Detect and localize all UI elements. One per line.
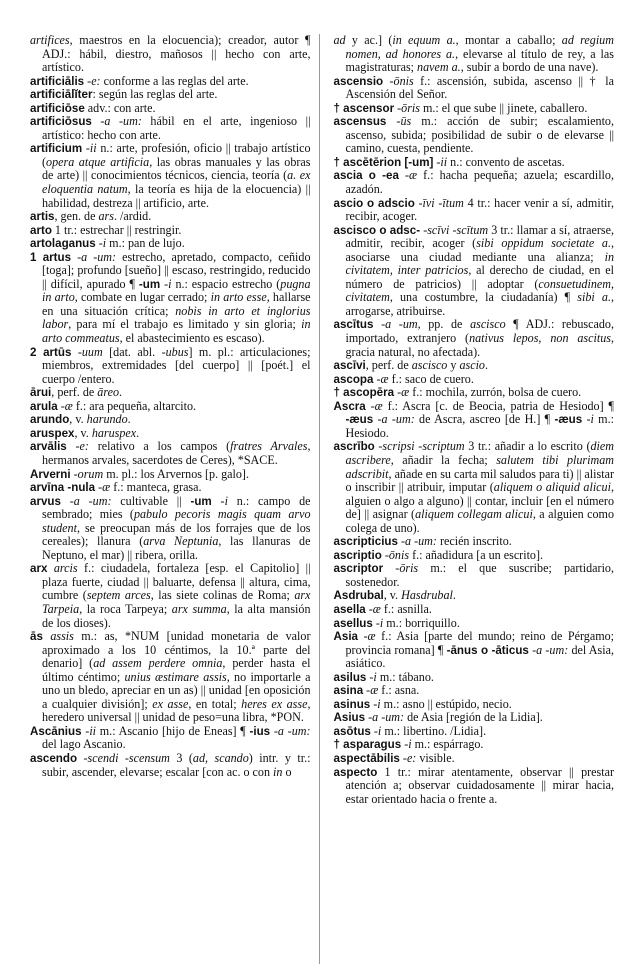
italic-text: -ii — [81, 723, 97, 738]
dictionary-entry — [30, 386, 311, 400]
headword: ascensio — [333, 74, 384, 88]
headword: asilus — [333, 670, 367, 684]
definition-text: visible. — [416, 750, 455, 765]
italic-text: -e: — [84, 73, 101, 88]
dictionary-entry — [30, 102, 311, 116]
definition-text: ] m. pl.: articulaciones; miembros, extremidades [del cuerpo] || [poét.] el cuerpo /entero. — [42, 344, 311, 386]
definition-text: de Asia [región de la Lidia]. — [404, 710, 543, 725]
dictionary-entry — [30, 562, 311, 630]
italic-text: ad regium nomen, ad honores a. — [345, 34, 614, 61]
definition-text: m.: Ascanio [hijo de Eneas] ¶ — [96, 723, 250, 738]
dictionary-entry — [334, 440, 615, 535]
italic-text: arx Tarpeia — [42, 588, 311, 616]
definition-text: 4 tr.: hacer venir a sí, admitir, recibir, acoger. — [345, 195, 614, 224]
italic-text: consuetudinem, civitatem — [345, 276, 614, 305]
dictionary-entry — [30, 725, 311, 752]
italic-text: āreo — [97, 385, 120, 400]
definition-text: , v. — [69, 412, 87, 427]
dictionary-entry — [30, 481, 311, 495]
definition-text: . — [119, 385, 123, 400]
italic-text: ars — [98, 209, 114, 224]
definition-text: . /ardid. — [113, 209, 152, 224]
definition-text: , alguien o algo a alguno) || contar, incluir [en el número de] || asignar ( — [345, 480, 614, 522]
italic-text: in civitatem, inter patricios — [345, 249, 614, 278]
italic-text: sibi oppidum societate a. — [476, 236, 611, 251]
definition-text: , las obras manuales y las obras de arte) || conocimientos técnicos, ciencia, teoría ( — [42, 154, 311, 183]
definition-text: , subir a bordo de una nave). — [460, 60, 599, 75]
italic-text: -scripsi -scriptum — [374, 439, 465, 454]
italic-text: salutem tibi plurimam adscribit — [345, 452, 614, 481]
headword: arx — [30, 562, 48, 576]
italic-text: in equum a. — [392, 34, 456, 47]
headword: arundo — [30, 413, 70, 427]
definition-text: , el abastecimiento es escaso). — [119, 331, 265, 346]
italic-text: -æ — [363, 683, 379, 698]
italic-text: -e: — [66, 439, 89, 454]
definition-text: relativo a los campos ( — [88, 439, 231, 454]
italic-text: in arto esse — [210, 290, 267, 305]
headword: asella — [333, 602, 366, 616]
headword: 1 artus — [30, 250, 72, 264]
headword: artificiōsus — [30, 115, 92, 129]
headword: arula — [30, 399, 58, 413]
dictionary-entry — [334, 102, 615, 116]
italic-text: harundo — [86, 412, 128, 427]
dictionary-entry — [334, 535, 615, 549]
italic-text: in — [273, 764, 283, 779]
italic-text: arcis — [47, 561, 78, 576]
definition-text: recién inscrito. — [436, 534, 512, 549]
italic-text: -a -um: — [270, 723, 311, 738]
italic-text: Hasdrubal — [401, 588, 453, 603]
definition-text: conforme a las reglas del arte. — [100, 73, 249, 88]
headword: aruspex — [30, 426, 75, 440]
definition-text: estrecho, apretado, compacto, ceñido [toga]; profundo [sueño] || escaso, restringido, reducido || difícil, apurado ¶ — [42, 249, 311, 291]
dictionary-entry — [334, 752, 615, 766]
right-column — [328, 34, 615, 964]
italic-text: navem a. — [417, 60, 461, 75]
headword: ascripticius — [333, 535, 398, 549]
italic-text: -i — [211, 493, 228, 508]
definition-text: de Ascra, ascreo [de H.] ¶ — [414, 412, 555, 427]
headword: ascriptor — [333, 562, 384, 576]
italic-text: -scīvi -scītum — [420, 222, 489, 237]
dictionary-entry — [334, 617, 615, 631]
dictionary-entry — [334, 156, 615, 170]
definition-text: , las llanuras de Neptuno, el mar) || ribera, orilla. — [42, 534, 311, 562]
headword: -ius — [249, 724, 271, 738]
italic-text: -ii — [82, 141, 97, 156]
dictionary-entry — [30, 468, 311, 482]
italic-text: -i — [370, 696, 381, 711]
dictionary-entry — [30, 34, 311, 75]
headword: ascisco o adsc- — [333, 223, 421, 237]
dictionary-entry — [334, 224, 615, 319]
dictionary-entry — [30, 346, 311, 387]
italic-text: -ii — [433, 154, 448, 169]
italic-text: sibi a. — [577, 290, 611, 305]
definition-text: , arrogarse, atribuirse. — [345, 290, 614, 318]
italic-text: ad assem perdere omnia — [93, 656, 223, 671]
definition-text: , la teoría es hija de la elocuencia) || habilidad, destreza || artificio, arte. — [42, 182, 311, 210]
italic-text: assis — [42, 629, 74, 644]
dictionary-entry — [334, 684, 615, 698]
dictionary-entry — [30, 413, 311, 427]
italic-text: a. ex eloquentia natum — [42, 168, 311, 197]
definition-text: 1 tr.: mirar atentamente, observar || prestar atención a; observar cuidadosamente || mirar hacia, estar orientado hacia o frente a. — [345, 764, 614, 806]
italic-text: opera atque artificia — [46, 154, 150, 169]
definition-text: ) intr. y tr.: subir, ascender, elevarse; escalar [con ac. o con — [42, 750, 311, 779]
dictionary-entry — [334, 698, 615, 712]
italic-text: -i — [370, 723, 382, 738]
italic-text: -ōris — [383, 561, 419, 576]
headword: ascendo — [30, 751, 78, 765]
headword: Arverni — [30, 467, 71, 481]
definition-text: y ac.] ( — [345, 34, 393, 47]
definition-text: n.: convento de ascetas. — [447, 154, 565, 169]
definition-text: n.: espacio estrecho ( — [171, 276, 281, 291]
headword: asōtus — [333, 724, 371, 738]
italic-text: -e: — [399, 750, 417, 765]
left-column — [30, 34, 320, 964]
headword: † ascopēra — [333, 386, 395, 400]
definition-text: f.: Ascra [c. de Beocia, patria de Hesiodo] ¶ — [382, 398, 614, 413]
headword: artificiōse — [30, 101, 85, 115]
italic-text: artifices — [30, 34, 70, 47]
headword: asina — [333, 684, 364, 698]
headword: Ascānius — [30, 724, 82, 738]
italic-text: haruspex — [91, 425, 137, 440]
dictionary-entry — [334, 359, 615, 373]
dictionary-entry — [334, 373, 615, 387]
definition-text: f.: saco de cuero. — [388, 371, 474, 386]
headword: † ascensor — [333, 101, 395, 115]
definition-text: , la alta mansión de los dioses). — [42, 601, 311, 630]
dictionary-entry — [334, 115, 615, 156]
definition-text: m.: Hesiodo. — [345, 412, 614, 440]
italic-text: -scendi -scensum — [77, 750, 170, 765]
italic-text: -i — [401, 737, 412, 752]
headword: arvālis — [30, 440, 67, 454]
definition-text: , combate en lugar cerrado; — [74, 290, 211, 305]
definition-text: , las siete colinas de Roma; — [150, 588, 295, 603]
italic-text: -a -um: — [365, 710, 405, 725]
headword: Asia — [333, 630, 358, 644]
italic-text: -uum — [71, 344, 103, 359]
italic-text: -ubus — [161, 344, 189, 359]
italic-text: unius æstimare assis — [124, 669, 227, 684]
definition-text: . — [127, 412, 131, 427]
headword: artificiālis — [30, 74, 85, 88]
definition-text: cultivable || — [111, 493, 191, 508]
definition-text: , hallarse en una situación crítica; — [42, 290, 311, 318]
definition-text: , se preocupan más de los forrajes que de los cereales); llanura ( — [42, 520, 311, 549]
definition-text: f.: hacha pequeña; azuela; escardillo, azadón. — [345, 168, 614, 197]
headword: artis — [30, 210, 55, 224]
headword: asinus — [333, 697, 371, 711]
definition-text: , heredero universal || unidad de peso=una libra, *PON. — [42, 696, 311, 725]
definition-text: , para mí el trabajo es limitado y sin gloria; — [68, 317, 302, 332]
headword: 2 artūs — [30, 345, 72, 359]
dictionary-entry — [30, 224, 311, 238]
italic-text: -a -um: — [71, 249, 117, 264]
italic-text: -æ — [358, 629, 376, 644]
dictionary-entry — [334, 318, 615, 359]
italic-text: -i — [160, 276, 172, 291]
italic-text: aliquem o aliquid alicui — [493, 480, 611, 495]
italic-text: -æ — [373, 371, 389, 386]
italic-text: -i — [95, 236, 107, 251]
dictionary-entry — [334, 386, 615, 400]
headword: arto — [30, 223, 52, 237]
italic-text: -æ — [95, 480, 111, 495]
definition-text: m.: el que suscribe; partidario, sostenedor. — [345, 561, 614, 589]
definition-text: 1 tr.: estrechar || restringir. — [51, 222, 182, 237]
definition-text: , una costumbre, la ciudadanía) ¶ — [389, 290, 578, 305]
italic-text: -orum — [70, 466, 104, 481]
dictionary-entry — [334, 197, 615, 224]
definition-text: , añadir la fecha; — [390, 452, 497, 467]
definition-text: o — [282, 764, 292, 779]
definition-text: y — [447, 358, 460, 373]
definition-text: . — [452, 588, 456, 603]
italic-text: ascio — [459, 358, 485, 373]
dictionary-entry — [334, 34, 615, 75]
italic-text: arx summa — [171, 601, 227, 616]
dictionary-entry — [334, 549, 615, 563]
dictionary-entry — [30, 75, 311, 89]
definition-text: 3 ( — [169, 750, 193, 765]
italic-text: -i — [582, 412, 594, 427]
definition-text: , perf. de — [365, 358, 412, 373]
dictionary-entry — [30, 427, 311, 441]
headword: ascopa — [333, 372, 374, 386]
italic-text: nobis in arto et inglorius labor — [42, 303, 311, 332]
italic-text: septem arces — [86, 588, 151, 603]
italic-text: -a -um: — [397, 534, 437, 549]
definition-text: f.: ara pequeña, altarcito. — [72, 398, 197, 413]
definition-text: , montar a caballo; — [455, 34, 562, 47]
definition-text: , perf. de — [51, 385, 98, 400]
definition-text: , la roca Tarpeya; — [79, 601, 172, 616]
italic-text: -æ — [57, 398, 73, 413]
headword: ascensus — [333, 115, 387, 129]
headword: Asdrubal — [333, 589, 384, 603]
definition-text: f.: mochila, zurrón, bolsa de cuero. — [409, 385, 582, 400]
italic-text: ad — [333, 34, 346, 47]
dictionary-entry — [30, 752, 311, 779]
headword: † ascētērion [-um] — [333, 155, 434, 169]
definition-text: n.: campo de sembrado; mies ( — [42, 493, 311, 522]
definition-text: m.: libertino. /Lidia]. — [381, 723, 487, 738]
headword: -æus — [554, 413, 583, 427]
headword: arvīna -nula — [30, 481, 96, 495]
definition-text: ¶ ADJ.: rebuscado, importado, extranjero ( — [345, 317, 614, 346]
definition-text: , elevarse al título de rey, a las magistraturas; — [345, 46, 614, 75]
definition-text: del Asia, asiático. — [345, 642, 614, 671]
italic-text: nativus lepos, non ascitus — [469, 331, 611, 346]
dictionary-entry — [30, 495, 311, 563]
italic-text: ascisco — [470, 317, 506, 332]
definition-text: m.: acción de subir; escalamiento, ascenso, subida; posibilidad de subir o de elevarse || camino, cuesta, pendiente. — [345, 114, 614, 156]
italic-text: -æ — [365, 398, 383, 413]
definition-text: , al derecho de ciudad, en el número de patricios) || adoptar ( — [345, 263, 614, 291]
headword: -um — [190, 494, 212, 508]
dictionary-entry — [334, 711, 615, 725]
italic-text: ex asse — [152, 696, 189, 711]
italic-text: -æ — [398, 168, 418, 183]
italic-text: -æ — [394, 385, 410, 400]
headword: aspecto — [333, 765, 378, 779]
headword: -um — [138, 277, 161, 291]
definition-text: , asociarse una ciudad mediante una alianza; — [345, 236, 614, 264]
italic-text: -a -um — [373, 317, 418, 332]
italic-text: -a -um: — [528, 642, 569, 657]
definition-text: f.: manteca, grasa. — [110, 480, 202, 495]
italic-text: ascisco — [411, 358, 448, 373]
dictionary-entry — [30, 210, 311, 224]
italic-text: arva Neptunia — [143, 534, 219, 549]
italic-text: -ūs — [386, 114, 412, 129]
definition-text: m.: el que sube || jinete, caballero. — [419, 100, 588, 115]
dictionary-entry — [30, 237, 311, 251]
definition-text: m.: as, *NUM [unidad monetaria de valor aproximado a los 10 céntimos, la 10.ª parte del denario] ( — [42, 629, 311, 671]
definition-text: m.: pan de lujo. — [106, 236, 185, 251]
definition-text: , pp. de — [417, 317, 471, 332]
definition-text: m.: borriquillo. — [383, 615, 460, 630]
headword: ascītus — [333, 318, 374, 332]
definition-text: [dat. abl. — [102, 344, 162, 359]
definition-text: , hermanos arvales, sacerdotes de Ceres), *SACE. — [42, 439, 311, 467]
definition-text: 3 tr.: llamar a sí, atraerse, admitir, recibir, acoger ( — [345, 222, 614, 251]
definition-text: m.: asno || estúpido, necio. — [380, 696, 512, 711]
dictionary-entry — [334, 725, 615, 739]
italic-text: fratres Arvales — [230, 439, 308, 454]
headword: ascia o -ea — [333, 169, 399, 183]
definition-text: , gen. de — [54, 209, 99, 224]
headword: ascio o adscio — [333, 196, 415, 210]
italic-text: heres ex asse — [241, 696, 308, 711]
definition-text: , a alguien como colega de uno). — [345, 507, 614, 535]
headword: aspectābilis — [333, 751, 400, 765]
definition-text: n.: arte, profesión, oficio || trabajo artístico ( — [42, 141, 311, 169]
dictionary-entry — [334, 169, 615, 196]
italic-text: -æ — [365, 601, 381, 616]
italic-text: pabulo pecoris magis quam arvo student — [42, 507, 311, 535]
headword: asellus — [333, 616, 373, 630]
definition-text: , v. — [383, 588, 402, 603]
headword: -ānus o -āticus — [446, 643, 529, 657]
dictionary-entry — [334, 562, 615, 589]
italic-text: -i — [372, 615, 384, 630]
headword: artificiālĭter — [30, 88, 93, 102]
definition-text: : según las reglas del arte. — [92, 87, 218, 102]
dictionary-entry — [334, 400, 615, 441]
definition-text: , en total; — [188, 696, 242, 711]
definition-text: m. pl.: los Arvernos [p. galo]. — [103, 466, 249, 481]
headword: ascriptio — [333, 548, 382, 562]
italic-text: -a -um: — [373, 412, 415, 427]
definition-text: , maestros en la elocuencia); creador, autor ¶ ADJ.: hábil, diestro, mañosos || hecho con arte, artístico. — [42, 34, 311, 75]
headword: Asius — [333, 711, 366, 725]
dictionary-entry — [334, 630, 615, 671]
definition-text: . — [484, 358, 489, 373]
dictionary-entry — [334, 603, 615, 617]
italic-text: in arto commeatus — [42, 317, 311, 346]
dictionary-entry — [334, 589, 615, 603]
definition-text: , gracia natural, no afectada). — [345, 331, 614, 359]
headword: ārui — [30, 386, 52, 400]
dictionary-entry — [30, 88, 311, 102]
italic-text: -a -um: — [91, 114, 142, 129]
definition-text: f.: ciudadela, fortaleza [esp. el Capitolio] || plaza fuerte, ciudad || baluarte, defensa || altura, cima, cumbre ( — [42, 561, 311, 603]
headword: Ascra — [333, 399, 366, 413]
dictionary-entry — [30, 142, 311, 210]
definition-text: f.: asna. — [378, 683, 420, 698]
headword: artolaganus — [30, 237, 96, 251]
definition-text: f.: ascensión, subida, ascenso || † la Ascensión del Señor. — [345, 73, 614, 102]
definition-text: f.: asnilla. — [380, 601, 432, 616]
italic-text: -īvi -ītum — [414, 195, 464, 210]
definition-text: m.: tábano. — [376, 669, 434, 684]
italic-text: -i — [366, 669, 377, 684]
headword: artificium — [30, 142, 83, 156]
italic-text: pugna in arto — [42, 276, 311, 305]
dictionary-entry — [30, 115, 311, 142]
definition-text: , v. — [74, 425, 92, 440]
headword: † asparagus — [333, 738, 402, 752]
definition-text: 3 tr.: añadir a lo escrito ( — [464, 439, 591, 454]
dictionary-entry — [334, 766, 615, 807]
dictionary-entry — [30, 630, 311, 725]
dictionary-entry — [30, 251, 311, 346]
definition-text: , perder hasta el último céntimo; — [42, 656, 311, 684]
definition-text: f.: añadidura [a un escrito]. — [409, 547, 544, 562]
definition-text: hábil en el arte, ingenioso || artístico: hecho con arte. — [42, 114, 311, 142]
definition-text: adv.: con arte. — [84, 100, 156, 115]
italic-text: aliquem collegam alicui — [415, 507, 533, 522]
definition-text: , añade en su carta mil saludos para ti) || alistar o inscribir || atribuir, imputar ( — [345, 466, 614, 495]
definition-text: f.: Asia [parte del mundo; reino de Pérgamo; provincia romana] ¶ — [345, 629, 614, 657]
dictionary-entry — [30, 400, 311, 414]
headword: ās — [30, 630, 43, 644]
italic-text: -ōnis — [381, 547, 410, 562]
italic-text: -ōris — [394, 100, 420, 115]
italic-text: diem ascribere — [345, 439, 614, 467]
dictionary-entry — [334, 738, 615, 752]
definition-text: , no importarle a uno un bledo, apreciar en un as) || unidad [en oposición a cualquier división]; — [42, 669, 311, 711]
dictionary-entry — [30, 440, 311, 467]
italic-text: ad, scando — [192, 750, 249, 765]
headword: arvus — [30, 494, 61, 508]
headword: ascīvi — [333, 359, 366, 373]
headword: -æus — [345, 413, 374, 427]
dictionary-entry — [334, 671, 615, 685]
dictionary-entry — [334, 75, 615, 102]
definition-text: m.: espárrago. — [411, 737, 484, 752]
definition-text: del lago Ascanio. — [42, 737, 126, 752]
italic-text: -a -um: — [60, 493, 112, 508]
definition-text: . — [136, 425, 140, 440]
headword: ascrībo — [333, 440, 375, 454]
italic-text: -ōnis — [383, 73, 414, 88]
